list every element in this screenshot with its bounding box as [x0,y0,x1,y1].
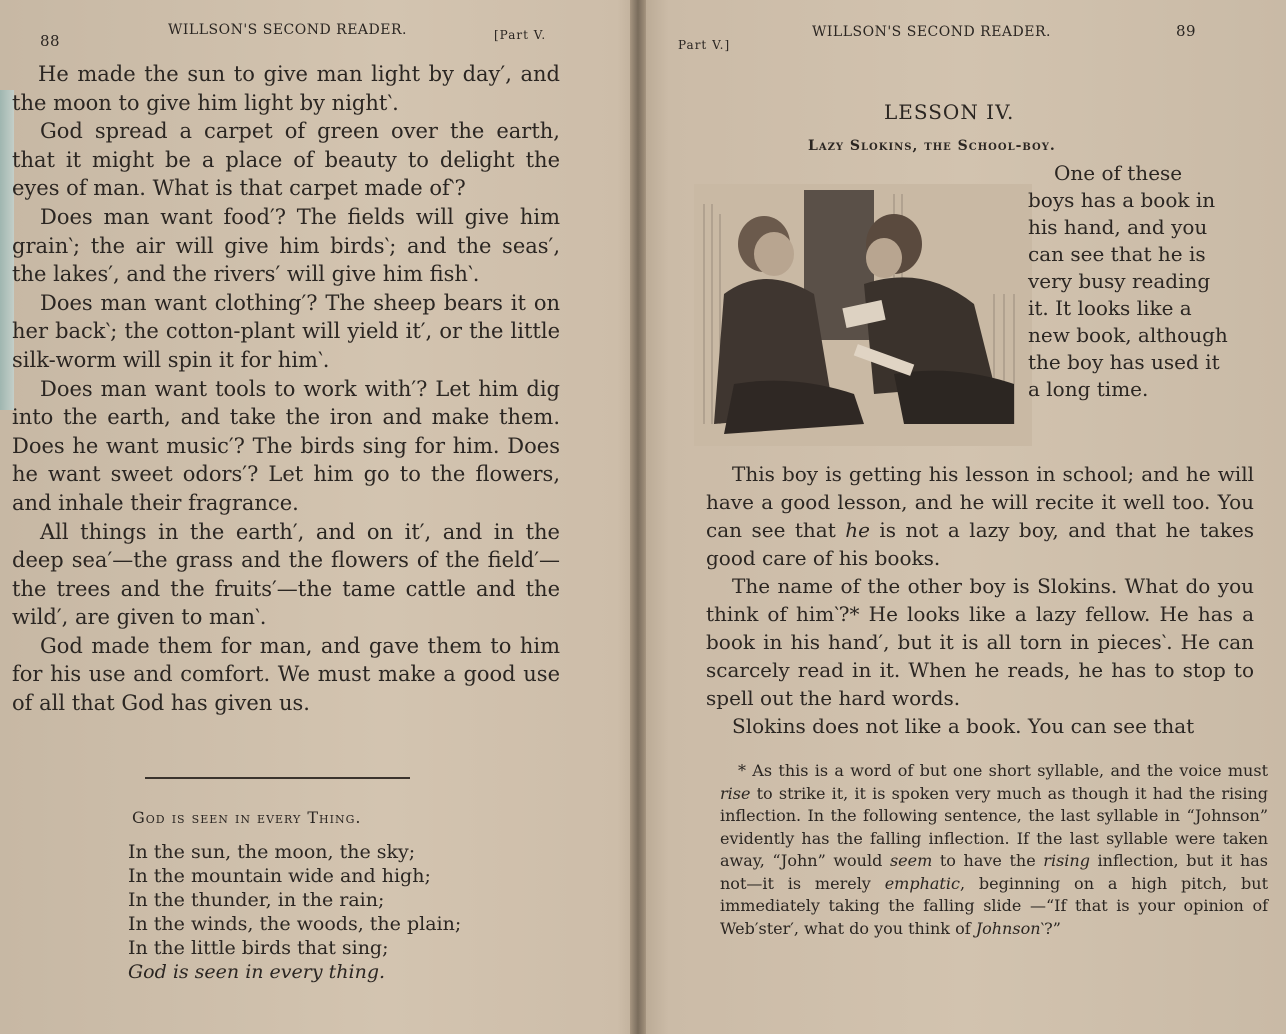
book-spine [630,0,646,1034]
poem-line: In the thunder, in the rain; [128,889,385,911]
lesson-title: LESSON IV. [884,100,1015,124]
left-paragraph: God made them for man, and gave them to him for his use and comfort. We must make a good use of all that God has given us. [12,633,560,716]
right-paragraph: This boy is getting his lesson in school; and he will have a good lesson, and he will recite it well too. You can see that he is not a lazy boy, and that he takes good care of his books. [706,462,1254,570]
poem-line: In the winds, the woods, the plain; [128,913,462,935]
poem [128,840,461,984]
right-running-head [648,22,1286,52]
right-paragraph: The name of the other boy is Slokins. What do you think of him‵?* He looks like a lazy fellow. He has a book in his hand′, but it is all torn in pieces‵. He can scarcely read in it. When he reads, he has to stop to spell out the hard words. [706,574,1254,710]
left-paragraph: God spread a carpet of green over the earth, that it might be a place of beauty to delight the eyes of man. What is that carpet made of‵? [12,119,560,201]
section-divider [145,777,410,779]
left-running-head [0,22,628,50]
lesson-subtitle: Lazy Slokins, the School-boy. [808,138,1056,154]
side-text [1028,160,1230,403]
footnote [720,760,1268,940]
poem-title: God is seen in every Thing. [132,808,362,827]
side-paragraph: One of these boys has a book in his hand, and you can see that he is very busy reading it. It looks like a new book, although the boy has used it a long time. [1028,161,1228,401]
poem-line: In the mountain wide and high; [128,865,431,887]
left-paragraph: All things in the earth′, and on it′, and in the deep sea′—the grass and the flowers of the field′—the trees and the fruits′—the tame cattle and the wild′, are given to man‵. [12,519,560,630]
left-paragraph: He made the sun to give man light by day′, and the moon to give him light by night‵. [12,62,560,115]
left-running-title: WILLSON'S SECOND READER. [168,22,407,38]
footnote-text: * As this is a word of but one short syllable, and the voice must rise to strike it, it is spoken very much as though it had the rising inflection. In the following sentence, the last syllable in “Johnson” evidently has the falling inflection. If the last syllable were taken away, “John” would seem to have the rising inflection, but it has not—it is merely emphatic, beginning on a high pitch, but immediately taking the falling slide —“If that is your opinion of Web′ster′, what do you think of Johnson‵?” [720,761,1269,938]
left-page-number: 88 [40,32,61,50]
poem-line: God is seen in every thing. [128,961,386,983]
left-paragraph: Does man want food′? The fields will give him grain‵; the air will give him birds‵; and the seas′, the lakes′, and the rivers′ will give him fish‵. [12,204,560,287]
left-part-label: [Part V. [494,28,547,42]
left-paragraph: Does man want tools to work with′? Let him dig into the earth, and take the iron and make them. Does he want music′? The birds sing for him. Does he want sweet odors′? Let him go to the flowers, and inhale their fragrance. [12,376,560,515]
two-boys-illustration [694,184,1032,446]
left-body-text [12,60,560,718]
right-page [648,0,1286,1034]
poem-line: In the little birds that sing; [128,937,389,959]
poem-line: In the sun, the moon, the sky; [128,841,416,863]
right-page-number: 89 [1176,22,1197,40]
right-running-title: WILLSON'S SECOND READER. [812,24,1051,40]
right-paragraph: Slokins does not like a book. You can see that [732,714,1195,738]
right-part-label: Part V.] [678,38,731,52]
right-body-text [706,460,1254,740]
left-paragraph: Does man want clothing′? The sheep bears it on her back‵; the cotton-plant will yield it′, or the little silk-worm will spin it for him‵. [12,290,560,372]
left-page [0,0,628,1034]
